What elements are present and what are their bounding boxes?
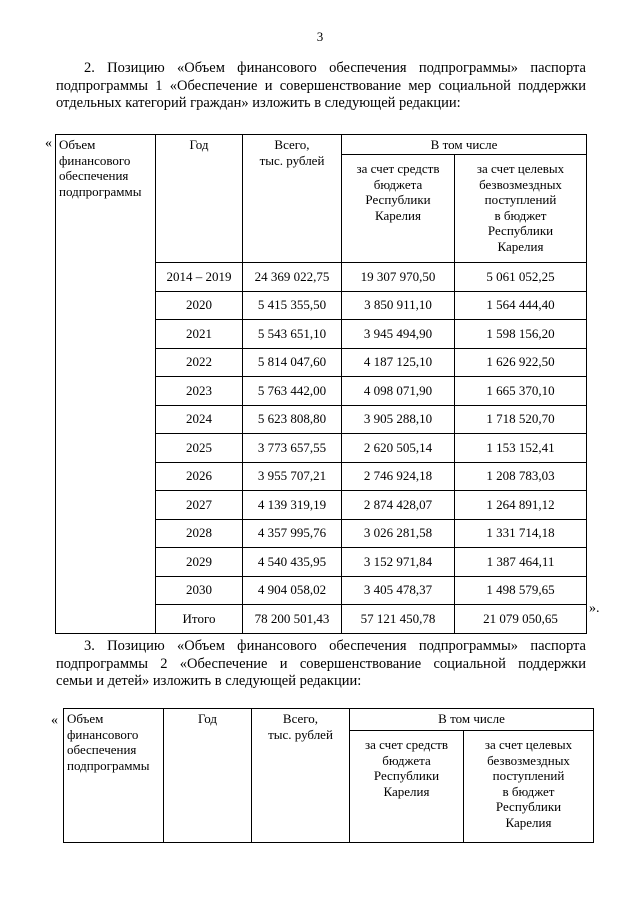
cell-total: 24 369 022,75	[243, 263, 342, 292]
table-label-cell	[64, 709, 164, 843]
paragraph-line: отдельных категорий граждан» изложить в следующей редакции:	[56, 95, 461, 111]
cell-budget: 4 187 125,10	[342, 348, 455, 377]
cell-year: 2021	[156, 320, 243, 349]
paragraph-line: 2. Позицию «Объем финансового обеспечения подпрограммы» паспорта	[84, 60, 586, 76]
cell-grants: 1 598 156,20	[455, 320, 587, 349]
header-grants: за счет целевых безвозмездных поступлений в бюджет Республики Карелия	[455, 155, 587, 263]
cell-total: 4 540 435,95	[243, 548, 342, 577]
cell-total: 5 814 047,60	[243, 348, 342, 377]
cell-grants: 1 718 520,70	[455, 405, 587, 434]
header-grants: за счет целевых безвозмездных поступлений в бюджет Республики Карелия	[464, 731, 594, 843]
page-number: 3	[316, 29, 324, 44]
cell-year: 2023	[156, 377, 243, 406]
cell-budget: 2 620 505,14	[342, 434, 455, 463]
cell-budget: 57 121 450,78	[342, 605, 455, 634]
cell-total: 78 200 501,43	[243, 605, 342, 634]
cell-year: 2030	[156, 576, 243, 605]
cell-budget: 3 905 288,10	[342, 405, 455, 434]
cell-grants: 5 061 052,25	[455, 263, 587, 292]
cell-year: 2027	[156, 491, 243, 520]
paragraph-line: 3. Позицию «Объем финансового обеспечения подпрограммы» паспорта	[84, 638, 586, 654]
cell-year: 2025	[156, 434, 243, 463]
cell-grants: 1 208 783,03	[455, 462, 587, 491]
cell-budget: 3 945 494,90	[342, 320, 455, 349]
cell-budget: 19 307 970,50	[342, 263, 455, 292]
cell-budget: 4 098 071,90	[342, 377, 455, 406]
cell-grants: 1 153 152,41	[455, 434, 587, 463]
cell-total: 4 357 995,76	[243, 519, 342, 548]
cell-budget: 3 405 478,37	[342, 576, 455, 605]
cell-year: 2024	[156, 405, 243, 434]
cell-grants: 1 387 464,11	[455, 548, 587, 577]
financing-table-subprogram-2	[63, 708, 594, 843]
paragraph-line: семьи и детей» изложить в следующей редакции:	[56, 673, 362, 689]
cell-year: 2014 – 2019	[156, 263, 243, 292]
cell-grants: 1 564 444,40	[455, 291, 587, 320]
cell-grants: 1 498 579,65	[455, 576, 587, 605]
cell-budget: 3 850 911,10	[342, 291, 455, 320]
paragraph-line: подпрограммы 1 «Обеспечение и совершенствование мер социальной поддержки	[56, 77, 586, 94]
cell-grants: 1 264 891,12	[455, 491, 587, 520]
cell-total: 5 543 651,10	[243, 320, 342, 349]
cell-budget: 2 874 428,07	[342, 491, 455, 520]
header-including: В том числе	[350, 709, 594, 731]
cell-total: 4 904 058,02	[243, 576, 342, 605]
cell-budget: 3 152 971,84	[342, 548, 455, 577]
cell-total: 5 623 808,80	[243, 405, 342, 434]
closing-quote: ».	[589, 601, 600, 616]
cell-year: 2026	[156, 462, 243, 491]
opening-quote: «	[45, 136, 52, 151]
cell-total: 3 773 657,55	[243, 434, 342, 463]
header-budget: за счет средств бюджета Республики Карелия	[350, 731, 464, 843]
section-3-paragraph	[56, 638, 586, 691]
cell-year: 2028	[156, 519, 243, 548]
cell-grants: 1 331 714,18	[455, 519, 587, 548]
table-label: Объем финансового обеспечения подпрограммы	[67, 711, 150, 773]
table-label: Объем финансового обеспечения подпрограммы	[59, 137, 142, 199]
opening-quote: «	[51, 713, 58, 728]
cell-year: Итого	[156, 605, 243, 634]
cell-year: 2022	[156, 348, 243, 377]
cell-total: 3 955 707,21	[243, 462, 342, 491]
financing-table-subprogram-1	[55, 134, 587, 634]
cell-total: 4 139 319,19	[243, 491, 342, 520]
header-total: Всего, тыс. рублей	[252, 709, 350, 843]
cell-year: 2020	[156, 291, 243, 320]
header-year: Год	[156, 135, 243, 263]
header-year: Год	[164, 709, 252, 843]
section-2-paragraph	[56, 60, 586, 113]
paragraph-line: подпрограммы 2 «Обеспечение и совершенствование социальной поддержки	[56, 655, 586, 672]
header-total: Всего, тыс. рублей	[243, 135, 342, 263]
cell-budget: 2 746 924,18	[342, 462, 455, 491]
cell-total: 5 415 355,50	[243, 291, 342, 320]
cell-budget: 3 026 281,58	[342, 519, 455, 548]
header-including: В том числе	[342, 135, 587, 155]
cell-total: 5 763 442,00	[243, 377, 342, 406]
table-label-cell	[56, 135, 156, 634]
cell-grants: 1 626 922,50	[455, 348, 587, 377]
cell-year: 2029	[156, 548, 243, 577]
cell-grants: 1 665 370,10	[455, 377, 587, 406]
header-budget: за счет средств бюджета Республики Карелия	[342, 155, 455, 263]
cell-grants: 21 079 050,65	[455, 605, 587, 634]
